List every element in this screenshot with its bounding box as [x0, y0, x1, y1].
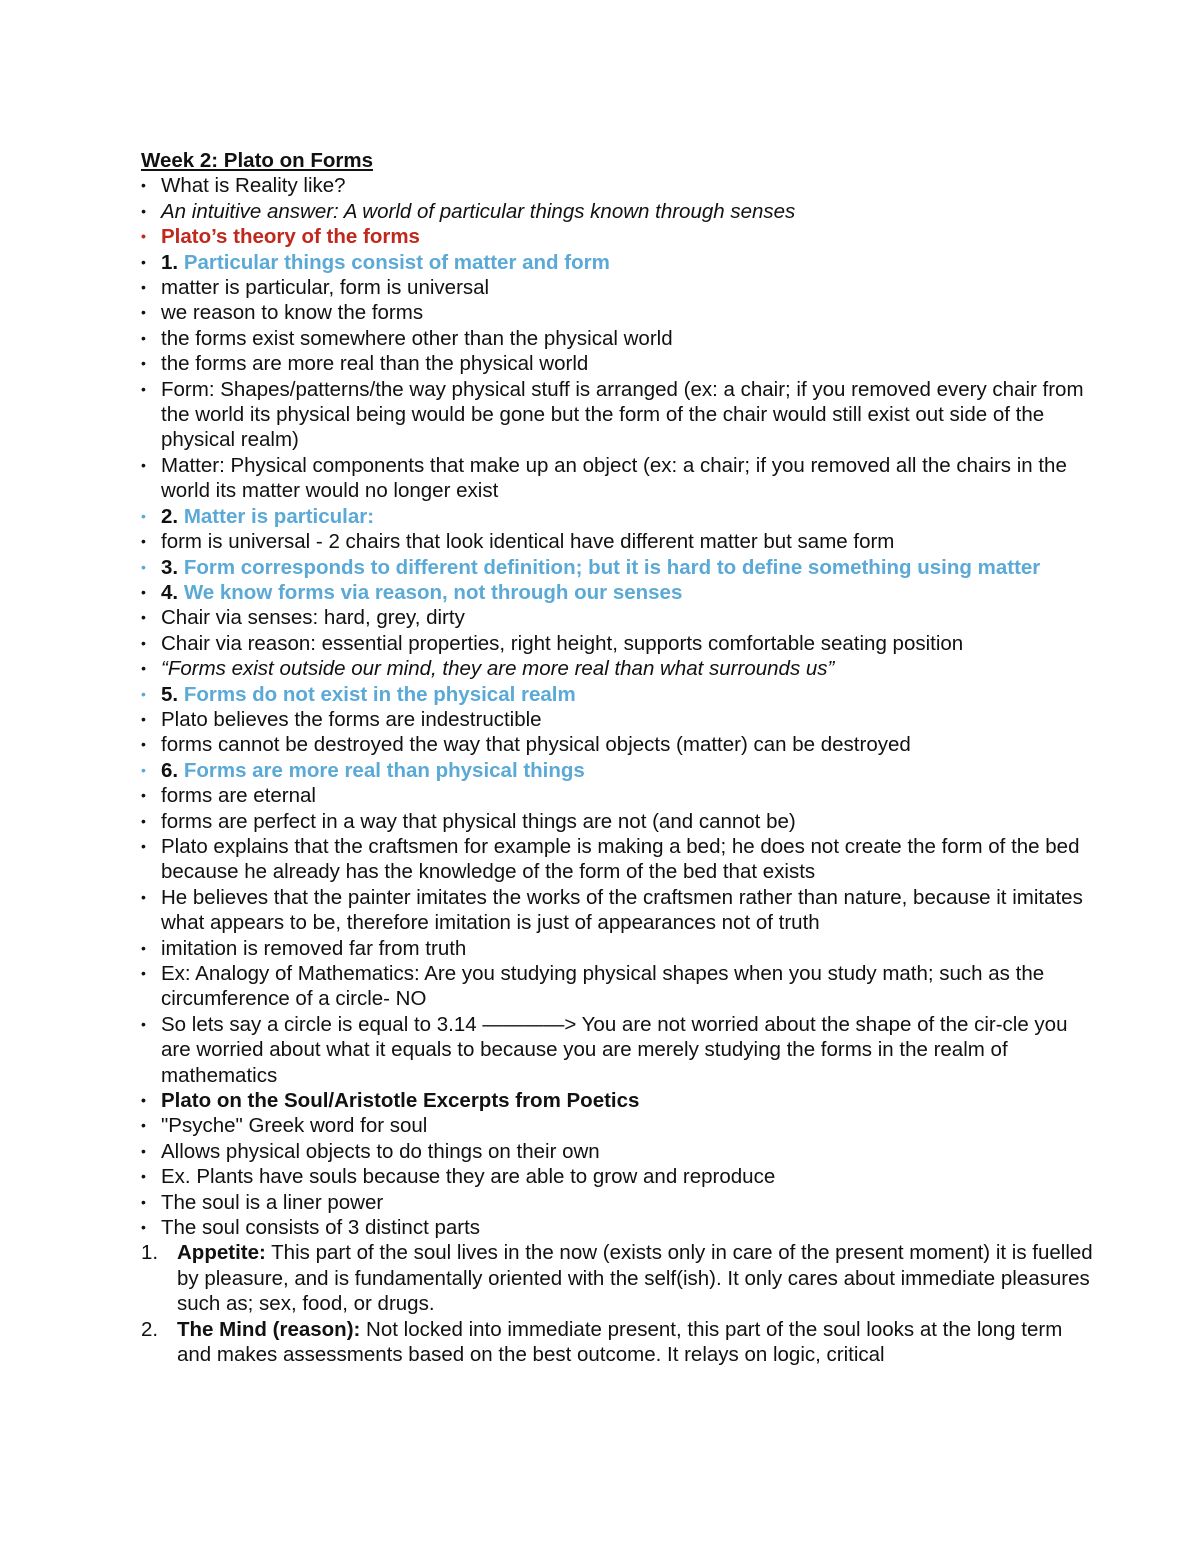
point-number: 2. [161, 504, 179, 528]
bullet-icon: • [141, 583, 146, 600]
list-item: • form is universal - 2 chairs that look identical have different matter but same form [141, 530, 895, 554]
list-item: • Plato believes the forms are indestructible [141, 707, 542, 731]
list-item: • So lets say a circle is equal to 3.14 ————> You are not worried about the shape of the cir-cle you are worried about what it equals to because you are merely studying the forms in the realm of mathematics [141, 1012, 1068, 1087]
bullet-icon: • [141, 939, 146, 956]
point-number: 1. [161, 250, 179, 274]
list-item: • the forms exist somewhere other than the physical world [141, 326, 673, 350]
bullet-icon: • [141, 228, 146, 245]
term: The Mind (reason): [177, 1317, 361, 1341]
bullet-icon: • [141, 787, 146, 804]
list-item: • Chair via reason: essential properties, right height, supports comfortable seating position [141, 631, 964, 655]
list-item: • Form: Shapes/patterns/the way physical stuff is arranged (ex: a chair; if you removed every chair from the world its physical being would be gone but the form of the chair would still exist out side of the physical realm) [141, 377, 1084, 452]
list-marker: 2. [141, 1317, 159, 1341]
point-heading: • 1. Particular things consist of matter and form [141, 250, 610, 274]
list-item: • Plato explains that the craftsmen for example is making a bed; he does not create the form of the bed because he already has the knowledge of the form of the bed that exists [141, 834, 1080, 884]
numbered-item: 2. The Mind (reason): Not locked into immediate present, this part of the soul looks at the long term and makes assessments based on the best outcome. It relays on logic, critical [141, 1317, 1063, 1367]
list-item: • we reason to know the forms [141, 301, 424, 325]
bullet-icon: • [141, 736, 146, 753]
bullet-icon: • [141, 533, 146, 550]
bullet-icon: • [141, 710, 146, 727]
term: Appetite: [177, 1241, 266, 1265]
bullet-icon: • [141, 177, 146, 194]
quote-item: • “Forms exist outside our mind, they are more real than what surrounds us” [141, 657, 835, 681]
point-number: 3. [161, 555, 179, 579]
bullet-icon: • [141, 355, 146, 372]
list-item: • The soul consists of 3 distinct parts [141, 1216, 481, 1240]
bullet-icon: • [141, 634, 146, 651]
list-item: • forms are perfect in a way that physical things are not (and cannot be) [141, 809, 796, 833]
bullet-icon: • [141, 329, 146, 346]
list-marker: 1. [141, 1241, 159, 1265]
numbered-item: 1. Appetite: This part of the soul lives in the now (exists only in care of the present moment) it is fuelled by pleasure, and is fundamentally oriented with the self(ish). It only cares about immediate pleasures such as; sex, food, or drugs. [141, 1241, 1093, 1316]
list-item: • He believes that the painter imitates the works of the craftsmen rather than nature, because it imitates what appears to be, therefore imitation is just of appearances not of truth [141, 885, 1083, 935]
list-item: • Matter: Physical components that make up an object (ex: a chair; if you removed all the chairs in the world its matter would no longer exist [141, 453, 1067, 503]
list-item: • An intuitive answer: A world of particular things known through senses [141, 199, 796, 223]
bullet-icon: • [141, 812, 146, 829]
point-heading: • 3. Form corresponds to different definition; but it is hard to define something using matter [141, 555, 1041, 579]
bullet-icon: • [141, 558, 146, 575]
list-item: • the forms are more real than the physical world [141, 352, 589, 376]
bullet-icon: • [141, 253, 146, 270]
list-item: • Chair via senses: hard, grey, dirty [141, 606, 465, 630]
bullet-icon: • [141, 1092, 146, 1109]
point-heading: • 5. Forms do not exist in the physical realm [141, 682, 576, 706]
point-heading: • 2. Matter is particular: [141, 504, 375, 528]
point-number: 4. [161, 580, 179, 604]
list-item: • "Psyche" Greek word for soul [141, 1114, 428, 1138]
list-item: • The soul is a liner power [141, 1190, 384, 1214]
point-number: 5. [161, 682, 179, 706]
bullet-icon: • [141, 507, 146, 524]
bullet-icon: • [141, 1015, 146, 1032]
bullet-icon: • [141, 202, 146, 219]
bullet-icon: • [141, 1117, 146, 1134]
document-body [141, 148, 1101, 1368]
bullet-icon: • [141, 888, 146, 905]
bullet-icon: • [141, 304, 146, 321]
list-item: • Ex: Analogy of Mathematics: Are you studying physical shapes when you study math; such as the circumference of a circle- NO [141, 962, 1045, 1011]
list-item: • Allows physical objects to do things on their own [141, 1139, 600, 1163]
bullet-icon: • [141, 660, 146, 677]
bullet-icon: • [141, 609, 146, 626]
bullet-icon: • [141, 456, 146, 473]
point-number: 6. [161, 758, 179, 782]
list-item: • matter is particular, form is universal [141, 276, 490, 300]
bullet-icon: • [141, 965, 146, 981]
section-heading: • Plato on the Soul/Aristotle Excerpts from Poetics [141, 1089, 640, 1113]
page-title: Week 2: Plato on Forms [141, 149, 374, 172]
bullet-icon: • [141, 1219, 146, 1236]
bullet-icon: • [141, 1168, 146, 1185]
section-heading: • Plato’s theory of the forms [141, 225, 420, 249]
list-item: • forms are eternal [141, 784, 316, 808]
point-heading: • 6. Forms are more real than physical things [141, 758, 585, 782]
bullet-icon: • [141, 761, 146, 778]
bullet-icon: • [141, 380, 146, 397]
point-heading: • 4. We know forms via reason, not through our senses [141, 580, 683, 604]
list-item: • Ex. Plants have souls because they are able to grow and reproduce [141, 1165, 776, 1189]
list-item: • imitation is removed far from truth [141, 936, 467, 960]
bullet-icon: • [141, 1142, 146, 1159]
list-item: • forms cannot be destroyed the way that physical objects (matter) can be destroyed [141, 733, 911, 757]
bullet-icon: • [141, 1193, 146, 1210]
bullet-icon: • [141, 685, 146, 702]
list-item: • What is Reality like? [141, 174, 346, 198]
bullet-icon: • [141, 837, 146, 854]
bullet-icon: • [141, 279, 146, 296]
